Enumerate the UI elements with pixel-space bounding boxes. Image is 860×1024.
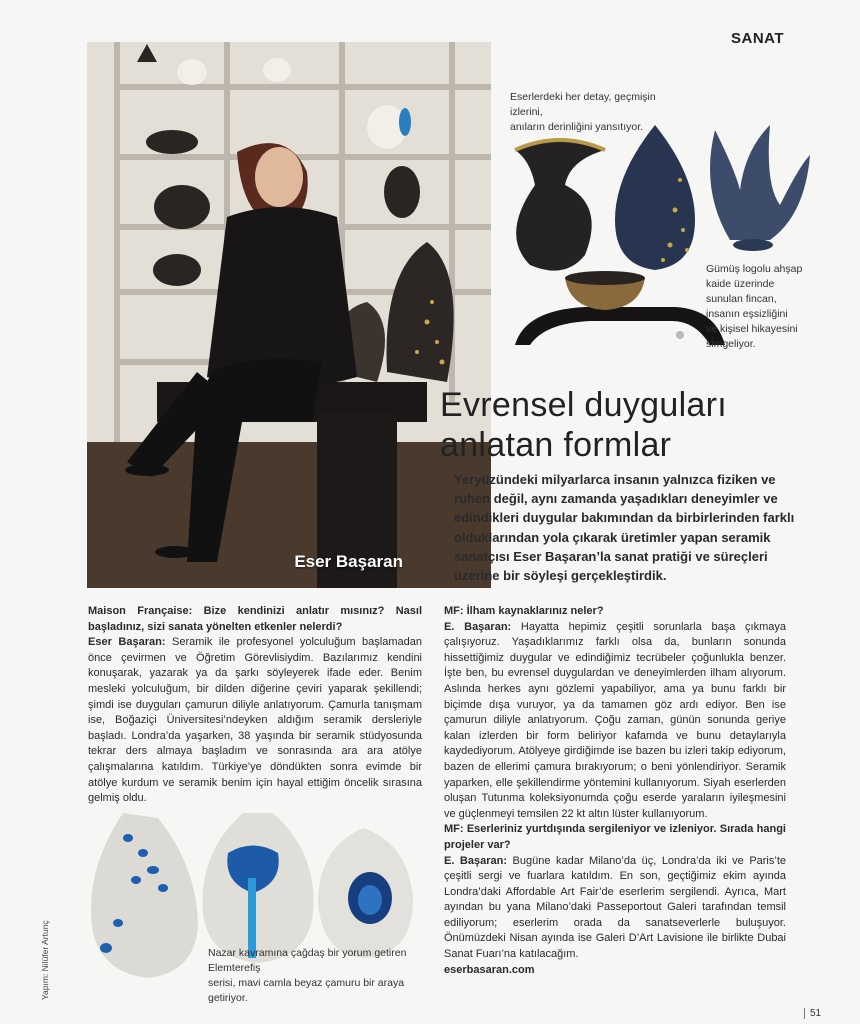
question-1: Maison Française: Bize kendinizi anlatır mısınız? Nasıl başladınız, sizi sanata yönelten etkenler nelerdi? <box>88 605 422 633</box>
question-2: MF: İlham kaynaklarınız neler? <box>444 605 604 617</box>
white-vase-blue-dots <box>91 813 198 978</box>
title-line-2: anlatan formlar <box>440 426 672 464</box>
right-column <box>444 604 786 978</box>
answer-2-label: E. Başaran: <box>444 620 512 633</box>
caption-right <box>706 262 806 352</box>
cup-on-base <box>515 271 725 345</box>
article-title <box>440 385 830 465</box>
answer-3-label: E. Başaran: <box>444 854 507 867</box>
caption-line: Nazar kavramına çağdaş bir yorum getiren Elemterefiş <box>208 947 407 974</box>
question-3: MF: Eserleriniz yurtdışında sergileniyor ve izleniyor. Sırada hangi projeler var? <box>444 823 786 851</box>
blue-teardrop-vase <box>615 125 695 270</box>
caption-line: insanın eşsizliğini <box>706 308 788 320</box>
caption-line: serisi, mavi camla beyaz çamuru bir araya getiriyor. <box>208 977 405 1004</box>
answer-3: Bugüne kadar Milano’da üç, Londra’da iki ve Paris’te çeşitli sergi ve fuarlara katıldım. En son, geçtiğimiz ekim ayında Londra’daki Affordable Art Fair’de eserlerim sergilendi. Ayrıca, Mart ayından bu yana Milano’daki Passeportout Galeri tarafından temsil ediliyorum; eserlerim orada da sanatseverlerle buluşuyor. Önümüzdeki Nisan ayında ise Galeri D’Art Lavisione ile birlikte Dubai Sanat Fuarı’na katılacağım. <box>444 854 786 961</box>
caption-line: Eserlerdeki her detay, geçmişin izlerini, <box>510 91 656 118</box>
caption-line: simgeliyor. <box>706 338 756 350</box>
caption-line: ve kişisel hikayesini <box>706 323 798 335</box>
title-line-1: Evrensel duyguları <box>440 386 727 424</box>
answer-1-label: Eser Başaran: <box>88 636 166 649</box>
white-vase-blue-drip <box>203 813 314 963</box>
black-vessel-vase <box>515 140 605 271</box>
left-column <box>88 604 422 807</box>
article-intro: Yeryüzündeki milyarlarca insanın yalnızca fiziken ve ruhen değil, aynı zamanda yaşadıkları deneyimler ve edindikleri duygular bakımından da birbirlerinden farklı olduklarından yola çıkarak üretimler yapan seramik sanatçısı Eser Başaran’la sanat pratiği ve süreçleri üzerine bir söyleşi gerçekleştirdik. <box>454 472 795 584</box>
caption-bottom <box>208 946 438 1006</box>
section-label: SANAT <box>731 30 785 47</box>
caption-line: Gümüş logolu ahşap <box>706 263 803 275</box>
hero-photo <box>87 42 491 588</box>
website: eserbasaran.com <box>444 963 535 976</box>
caption-line: kaide üzerinde <box>706 278 775 290</box>
photo-credit: Yapım: Nilüfer Artunç <box>40 920 50 1000</box>
hero-caption: Eser Başaran <box>294 552 403 571</box>
flame-sculpture <box>710 125 810 251</box>
answer-2: Hayatta hepimiz çeşitli sorunlarla başa çıkmaya çalışıyoruz. Yaşadıklarımız farklı olsa da, bunların sonunda hissettiğimiz duygular ve edindiğimiz tecrübeler çoğunlukla benzer. İşte ben, bu evrensel duygulardan ve deneyimlerden ilham alıyorum. Aslında herkes aynı gözlemi yapabiliyor, ama ya bunu farklı bir biçimde dışa vuruyor, ya da tamamen göz ardı ediyor. Ben ise çamurun diliyle anlatıyorum. Çoğu zaman, günün sonunda geriye kalan izlerden bir form beliriyor kafamda ve bunu detaylarıyla kaydediyorum. Atölyeye girdiğimde ise bazen bu izleri takip ediyorum, bazen de ellerimi çamura bırakıyorum; o beni yönlendiriyor. Seramik yaparken, elle şekillendirme yöntemini kullanıyorum. Siyah eserlerden oluşan Tutunma koleksiyonumda çoğu eserde yaraların iyileşmesini ve güçlenmeyi temsilen 22 kt altın lüster kullanıyorum. <box>444 620 786 820</box>
page-number: 51 <box>804 1008 821 1019</box>
white-vase-blue-eye <box>318 828 413 958</box>
answer-1: Seramik ile profesyonel yolculuğum başlamadan önce çevirmen ve Öğretim Görevlisiydim. Bazılarımız kendini konuşarak, yazarak ya da şarkı söyleyerek ifade eder. Benim mesleki yolculuğum, bir dilden diğerine çeviri yaparak şekillendi; şimdi ise duyguları çamurun diliyle anlatıyorum. Çamurla tanışmam ise, Boğaziçi Üniversitesi’ndeyken aldığım seramik dersleriyle başladı. Londra’da yaşarken, 38 yaşında bir seramik stüdyosunda tekrar ders almaya başladım ve sonrasında ara ara atölye çalışmalarına katıldım. Türkiye’ye döndükten sonra evimde bir atölye kurdum ve seramik benim için hayal ettiğim öncelik sırasına gelmiş oldu. <box>88 636 422 805</box>
caption-line: anıların derinliğini yansıtıyor. <box>510 121 644 133</box>
caption-line: sunulan fincan, <box>706 293 777 305</box>
